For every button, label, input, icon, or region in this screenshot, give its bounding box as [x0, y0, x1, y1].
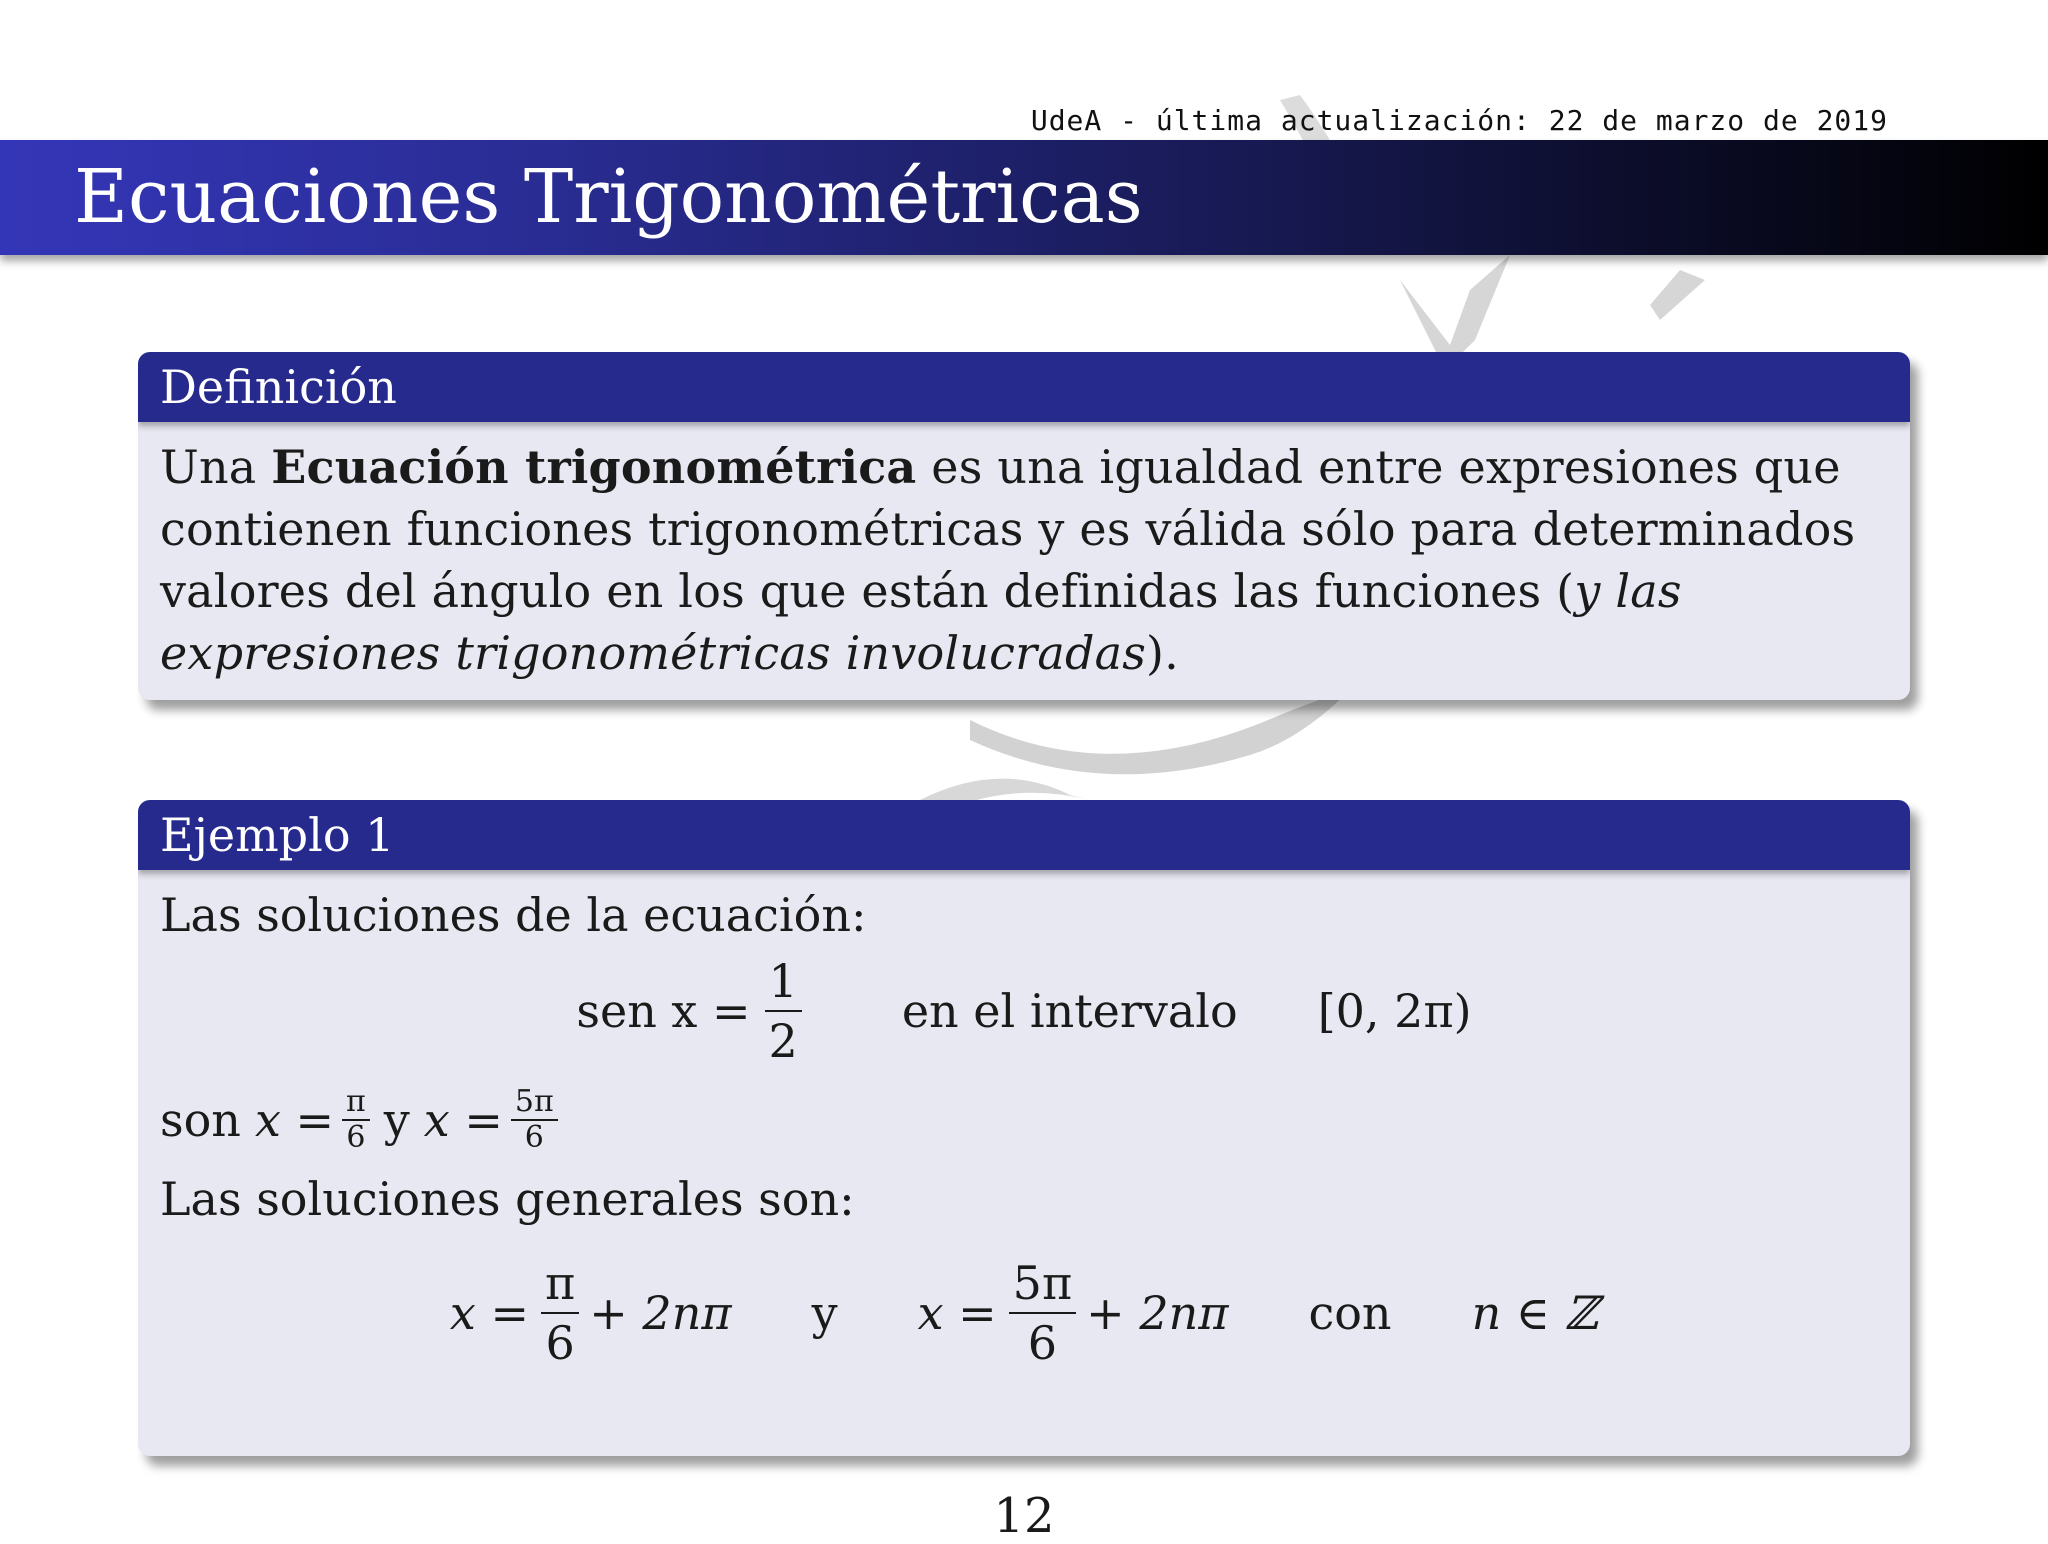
- general-intro: Las soluciones generales son:: [160, 1172, 855, 1226]
- example-block: [138, 800, 1910, 1456]
- title-bar: [0, 140, 2048, 255]
- definition-text-body: es una igualdad entre expresiones que contienen funciones trigonométricas y es válida sólo para determinados valores del ángulo en los que están definidas las funciones (: [160, 440, 1856, 618]
- general-x2-num: 5π: [1009, 1260, 1077, 1314]
- general-x2-tail: + 2nπ: [1086, 1286, 1229, 1340]
- equation-interval: [0, 2π): [1317, 984, 1472, 1038]
- equation-lhs: sen x =: [576, 984, 751, 1038]
- general-solutions: [160, 1258, 1888, 1368]
- particular-x1-num: π: [342, 1087, 370, 1121]
- definition-block-title: Definición: [138, 352, 1910, 422]
- particular-x2-den: 6: [524, 1120, 544, 1155]
- particular-x2-fraction: [511, 1084, 558, 1155]
- general-x1-tail: + 2nπ: [589, 1286, 732, 1340]
- equation-numerator: 1: [765, 958, 802, 1012]
- general-x2-fraction: [1009, 1256, 1077, 1370]
- example-block-title: Ejemplo 1: [138, 800, 1910, 870]
- particular-x1-den: 6: [346, 1120, 366, 1155]
- particular-x2-lhs: x =: [423, 1093, 503, 1147]
- general-x1-fraction: [541, 1256, 579, 1370]
- equation-interval-text: en el intervalo: [901, 984, 1238, 1038]
- header-update-note: UdeA - última actualización: 22 de marzo de 2019: [1030, 104, 1888, 137]
- general-x2-lhs: x =: [917, 1286, 997, 1340]
- general-x1-lhs: x =: [449, 1286, 530, 1340]
- definition-block: [138, 352, 1910, 700]
- particular-prefix: son: [160, 1093, 241, 1147]
- equation-fraction: [765, 954, 802, 1068]
- definition-text: [138, 422, 1910, 700]
- example-intro: Las soluciones de la ecuación:: [160, 888, 867, 942]
- general-x1-den: 6: [545, 1316, 575, 1370]
- particular-x2-num: 5π: [511, 1087, 558, 1121]
- definition-text-end: ).: [1146, 626, 1179, 680]
- example-body: [138, 870, 1910, 1388]
- particular-and: y: [383, 1093, 410, 1147]
- equation-denominator: 2: [768, 1014, 798, 1068]
- general-con: con: [1308, 1286, 1392, 1340]
- page-number: 12: [993, 1488, 1055, 1544]
- definition-text-start: Una: [160, 440, 257, 494]
- particular-x1-lhs: x =: [254, 1093, 335, 1147]
- particular-solutions: [160, 1080, 1888, 1160]
- general-domain: n ∈ ℤ: [1471, 1286, 1599, 1340]
- general-x2-den: 6: [1027, 1316, 1058, 1370]
- definition-term: Ecuación trigonométrica: [271, 440, 917, 494]
- main-equation: [160, 956, 1888, 1066]
- definition-text-italic: y las expresiones trigonométricas involucradas: [160, 564, 1682, 680]
- particular-x1-fraction: [342, 1084, 370, 1155]
- general-and: y: [811, 1286, 838, 1340]
- general-x1-num: π: [541, 1260, 579, 1314]
- slide-title: Ecuaciones Trigonométricas: [74, 154, 1143, 240]
